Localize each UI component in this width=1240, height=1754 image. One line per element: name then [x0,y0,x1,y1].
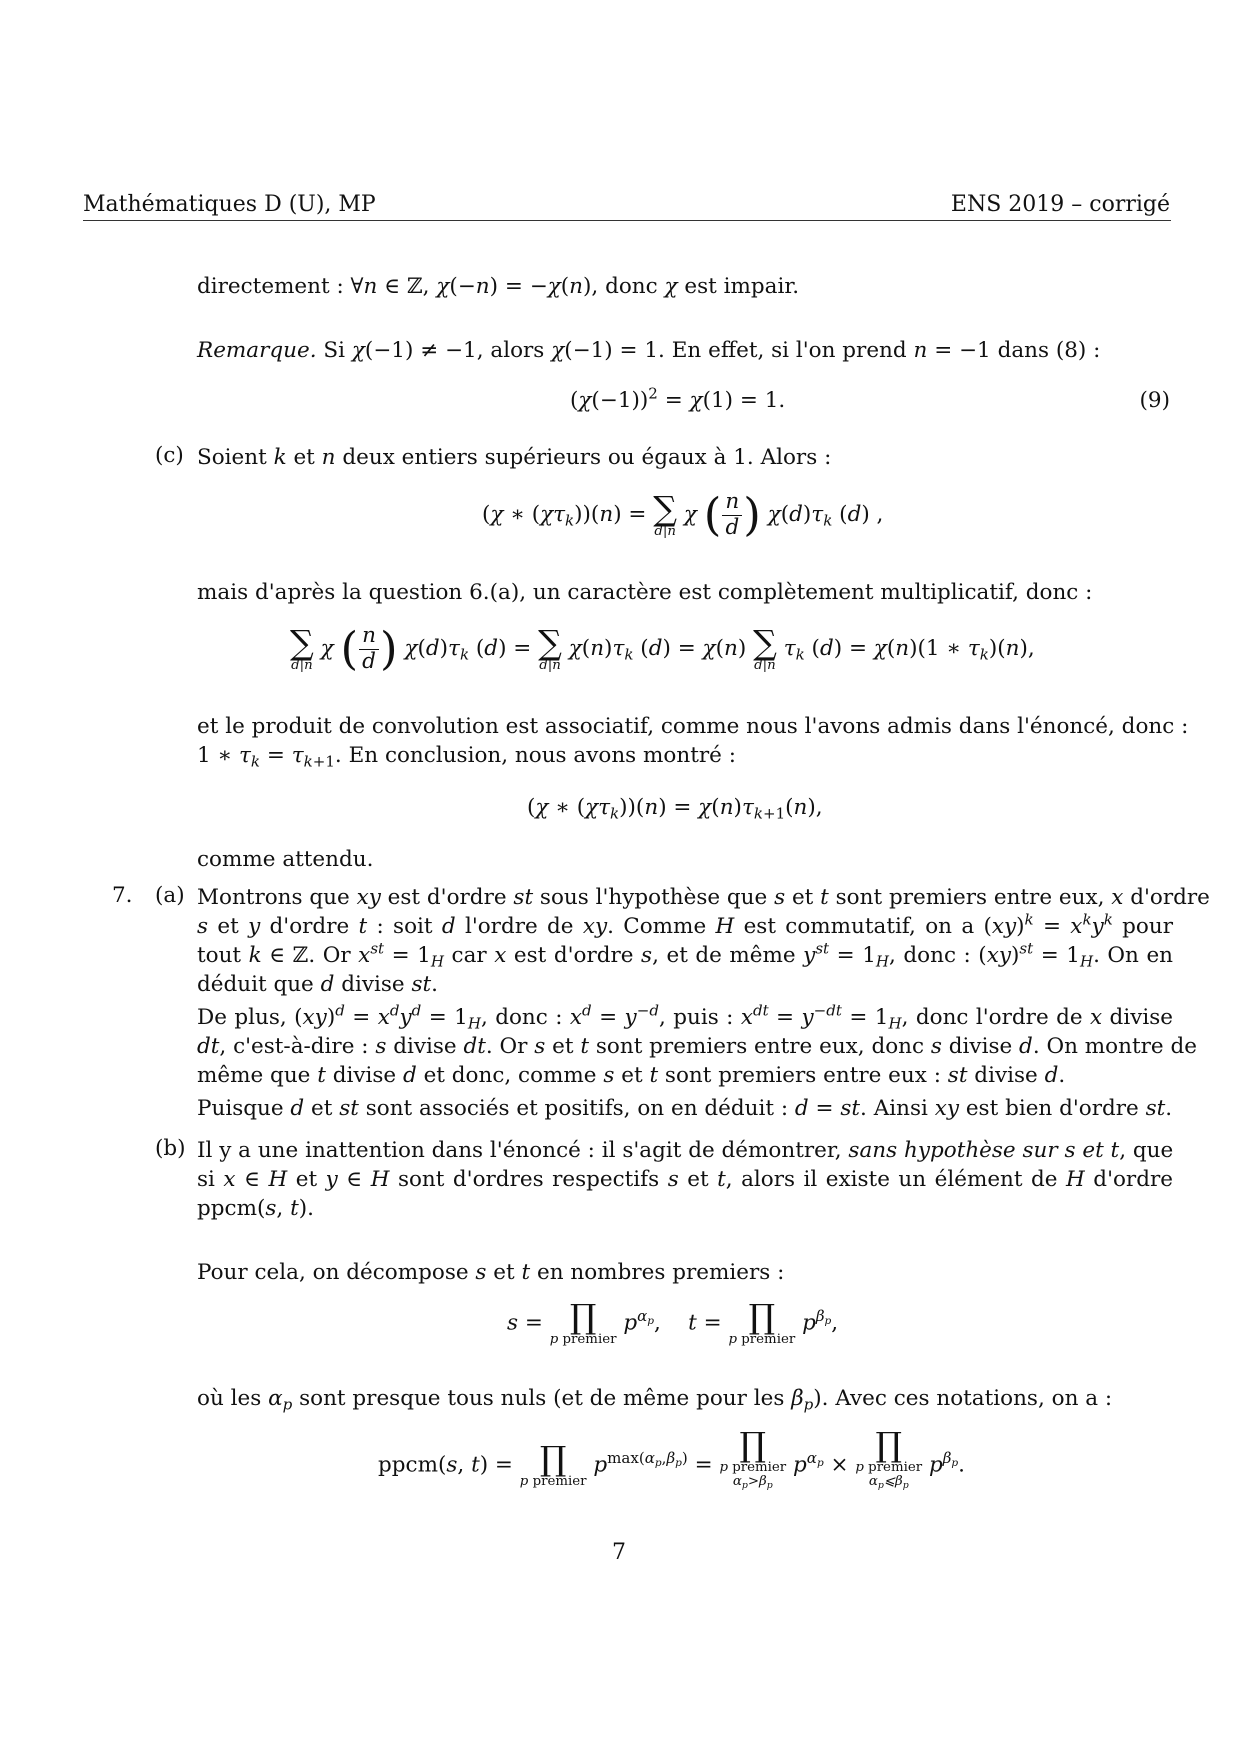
running-header-left: Mathématiques D (U), MP [83,192,376,217]
remark-label: Remarque. [197,338,317,363]
equation-conclusion: (χ ∗ $(\chi\tau_k))(n) = \chi(n)\tau_{k+1}(n)$, [527,795,823,823]
text-line: même que t divise d et donc, comme s et t sont premiers entre eux : st divise d. [197,1063,1066,1088]
page-number: 7 [612,1540,626,1565]
equation-number: (9) [1139,388,1170,413]
text-line: tout k ∈ ℤ. Or $x^{st} = 1_H$ car x est d'ordre s, et de même $y^{st} = 1_H$, donc : $(xy)^{st} = 1_H$. On en [197,939,1174,971]
text-line: directement : ∀n ∈ ℤ, χ(−n) = −χ(n), donc χ est impair. [197,274,800,299]
remark-line: Remarque. Si χ(−1) ≠ −1, alors χ(−1) = 1. En effet, si l'on prend n = −1 dans (8) : [197,338,1101,363]
text-line: Soient k et n deux entiers supérieurs ou égaux à 1. Alors : [197,445,832,470]
equation-decomposition: s = ∏ p premier $p^{\alpha_p}$, t = ∏ p premier $p^{\beta_p}$, [507,1297,839,1348]
question-number-7: 7. [112,883,133,908]
text-line: Puisque d et st sont associés et positifs, on en déduit : d = st. Ainsi xy est bien d'ordre st. [197,1096,1173,1121]
text-line: Pour cela, on décompose s et t en nombres premiers : [197,1260,785,1285]
emphasis-text: sans hypothèse sur s et t [848,1138,1120,1163]
header-rule [83,220,1171,221]
text-line: Montrons que xy est d'ordre st sous l'hypothèse que s et t sont premiers entre eux, x d'ordre [197,885,1210,910]
item-label-a: (a) [155,883,185,908]
text-line: déduit que d divise st. [197,972,439,997]
text-line: ppcm(s, t). [197,1196,314,1221]
equation-convolution: (χ ∗ $(\chi\tau_k))(n)$ = ∑ d|n χ ( $\frac{n}{d}$ ) $\chi(d)\tau_k$ (d) , [482,488,884,542]
text-line: comme attendu. [197,847,374,872]
text-line: De plus, $(xy)^d = x^dy^d = 1_H$, donc : $x^d = y^{-d}$, puis : $x^{dt} = y^{-dt} = 1_H$, donc l'ordre de x divise [197,1001,1173,1033]
text-line: 1 ∗ $\tau_k = \tau_{k+1}$. En conclusion, nous avons montré : [197,743,736,771]
equation-ppcm: ppcm(s, t) = ∏ p premier $p^{max(\alpha_p,\beta_p)}$ = ∏ p premier $\alpha_p>\beta_p$ $p^{\alpha_p}$ × ∏ p premier $\alpha_p⩽\beta_p$ $p^{\beta_p}$. [378,1425,965,1492]
text-line: et le produit de convolution est associatif, comme nous l'avons admis dans l'énoncé, donc : [197,714,1189,739]
text-line: dt, c'est-à-dire : s divise dt. Or s et t sont premiers entre eux, donc s divise d. On montre de [197,1034,1197,1059]
equation-multiplicative: ∑ d|n χ ( $\frac{n}{d}$ ) $\chi(d)\tau_k$ (d) = ∑ d|n $\chi(n)\tau_k$ (d) = χ(n) ∑ d|n $\tau_k$ (d) = χ(n)(1 ∗ $\tau_k)(n)$, [290,622,1035,676]
text-line: mais d'après la question 6.(a), un caractère est complètement multiplicatif, donc : [197,580,1093,605]
item-label-b: (b) [155,1136,186,1161]
text-line: si x ∈ H et y ∈ H sont d'ordres respectifs s et t, alors il existe un élément de H d'ordre [197,1167,1173,1192]
item-label-c: (c) [155,443,184,468]
text-line: où les $\alpha_p$ sont presque tous nuls (et de même pour les $\beta_p$). Avec ces notations, on a : [197,1386,1113,1414]
equation-9: $(\chi(-1))^2 = \chi(1) = 1$. [570,384,786,413]
running-header-right: ENS 2019 – corrigé [950,192,1170,217]
text-line: Il y a une inattention dans l'énoncé : il s'agit de démontrer, sans hypothèse sur s et t, que [197,1138,1174,1163]
text-line: s et y d'ordre t : soit d l'ordre de xy. Comme H est commutatif, on a $(xy)^k = x^ky^k$ pour [197,910,1173,939]
